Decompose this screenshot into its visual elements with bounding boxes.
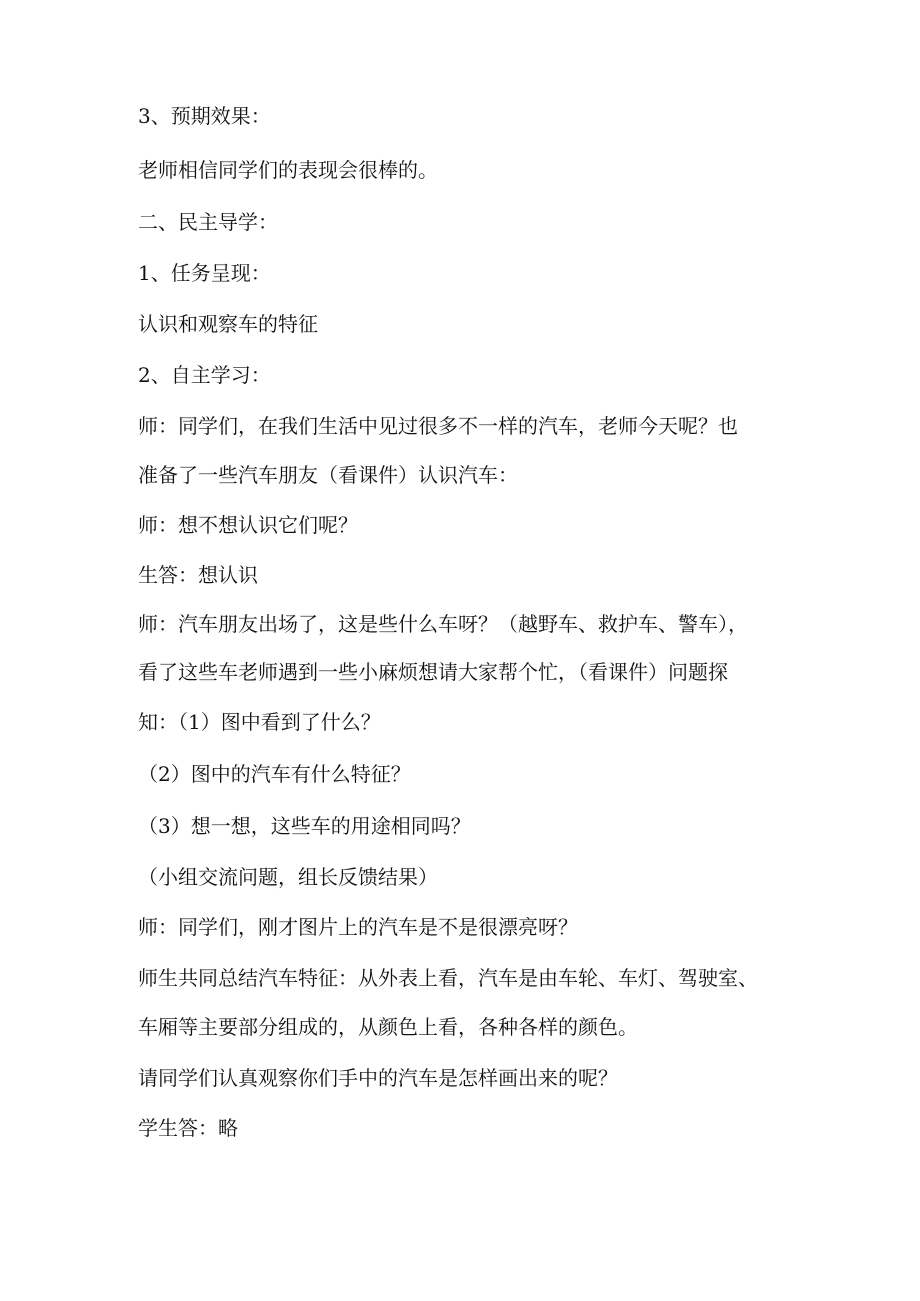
section-heading-expected-effect: 3、预期效果： [138, 104, 271, 128]
paragraph-line: 看了这些车老师遇到一些小麻烦想请大家帮个忙，（看课件）问题探 [138, 660, 728, 684]
section-heading-democratic-guidance: 二、民主导学： [138, 210, 278, 234]
paragraph-line: 认识和观察车的特征 [138, 312, 318, 336]
paragraph-line: （3）想一想，这些车的用途相同吗？ [138, 814, 471, 838]
section-heading-task-presentation: 1、任务呈现： [138, 261, 271, 285]
paragraph-line: 老师相信同学们的表现会很棒的。 [138, 158, 438, 182]
paragraph-line: 准备了一些汽车朋友（看课件）认识汽车： [138, 463, 518, 487]
paragraph-line: 师生共同总结汽车特征：从外表上看，汽车是由车轮、车灯、驾驶室、 [138, 966, 758, 990]
paragraph-line: 知：（1）图中看到了什么？ [138, 710, 381, 734]
paragraph-line: 车厢等主要部分组成的，从颜色上看，各种各样的颜色。 [138, 1015, 638, 1039]
paragraph-line: 师：同学们，刚才图片上的汽车是不是很漂亮呀？ [138, 915, 578, 939]
paragraph-line: （小组交流问题，组长反馈结果） [138, 865, 438, 889]
paragraph-line: 师：汽车朋友出场了，这是些什么车呀？（越野车、救护车、警车）， [138, 612, 748, 636]
paragraph-line: 生答：想认识 [138, 563, 258, 587]
section-heading-self-study: 2、自主学习： [138, 363, 271, 387]
paragraph-line: （2）图中的汽车有什么特征？ [138, 762, 411, 786]
paragraph-line: 请同学们认真观察你们手中的汽车是怎样画出来的呢？ [138, 1066, 618, 1090]
paragraph-line: 师：想不想认识它们呢？ [138, 513, 358, 537]
paragraph-line: 师：同学们，在我们生活中见过很多不一样的汽车，老师今天呢？也 [138, 414, 738, 438]
paragraph-line: 学生答：略 [138, 1116, 238, 1140]
